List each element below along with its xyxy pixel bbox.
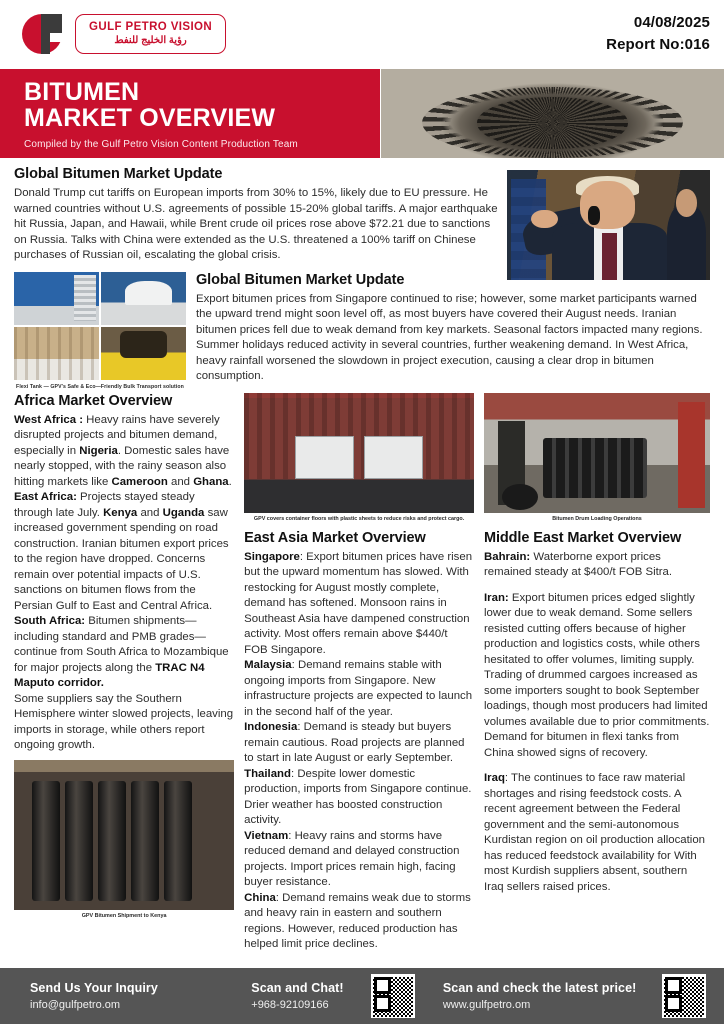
photo-container-plastic-sheet <box>244 393 474 513</box>
footer-price-block <box>443 981 662 1011</box>
middle-east-country-iran: Iran: <box>484 591 509 604</box>
banner-title-line2: MARKET OVERVIEW <box>24 103 276 132</box>
footer-inquiry-block <box>30 981 229 1011</box>
africa-lead-west: West Africa : <box>14 413 83 426</box>
global-update-top-row <box>0 166 724 264</box>
caption-cargo-protection: GPV covers container floors with plastic sheets to reduce risks and protect cargo. <box>253 515 465 522</box>
section-title-middle-east: Middle East Market Overview <box>484 529 682 546</box>
logo-arabic-name: رؤية الخليج للنفط <box>114 35 187 47</box>
east-asia-entry-singapore <box>244 550 474 659</box>
section-body-east-asia <box>244 550 474 953</box>
east-asia-text-china: : Demand remains weak due to storms and heavy rain in eastern and southern regions. However, reduced production has helped limit price declines. <box>244 891 471 950</box>
section-title-east-asia: East Asia Market Overview <box>244 529 426 546</box>
middle-east-entry-bahrain <box>484 550 710 581</box>
section-body-global-top: Donald Trump cut tariffs on European imports from 30% to 15%, likely due to EU pressure. He warned countries without U.S. agreements of possible 15-20% global tariffs. A major earthquake hit Russia, Japan, and Hawaii, while Brent crude oil prices rose above $72.21 due to sanctions on Russia. Talks with China were extended as the U.S. threatened a 100% tariff on Chinese purchases of Russian oil, escalating the global crisis. <box>14 187 498 261</box>
africa-lead-east: East Africa: <box>14 491 77 503</box>
east-asia-entry-indonesia <box>244 720 474 767</box>
africa-bold-cameroon: Cameroon <box>111 475 168 488</box>
column-africa <box>14 393 234 953</box>
footer-inquiry-title: Send Us Your Inquiry <box>30 981 158 995</box>
east-asia-entry-malaysia <box>244 658 474 720</box>
footer-inquiry-email[interactable]: info@gulfpetro.om <box>30 999 121 1011</box>
east-asia-country-china: China <box>244 891 276 904</box>
photo-grid-containers <box>14 272 186 380</box>
global-update-second-text <box>196 272 721 385</box>
africa-bold-kenya: Kenya <box>103 506 138 519</box>
footer-chat-phone[interactable]: +968-92109166 <box>251 999 329 1011</box>
section-title-global-top: Global Bitumen Market Update <box>14 166 223 182</box>
africa-paragraph-south <box>14 614 234 692</box>
africa-paragraph-suppliers: Some suppliers say the Southern Hemisphere winter slowed projects, leaving imports in storage, while others report ongoing growth. <box>14 692 234 751</box>
caption-drum-loading: Bitumen Drum Loading Operations <box>552 515 642 522</box>
east-asia-text-singapore: : Export bitumen prices have risen but the upward momentum has slowed. With restocking for August mostly complete, demand has softened. Monsoon rains in Southeast Asia have dampened construction activity. Most offers remain above $440/t FOB Singapore. <box>244 550 473 656</box>
africa-paragraph-east <box>14 490 234 614</box>
report-meta <box>606 12 710 56</box>
global-update-second-row <box>0 271 724 390</box>
photo-flexitank-yellow <box>101 327 186 380</box>
east-asia-text-indonesia: : Demand is steady but buyers remain cautious. Road projects are planned to start in late August or early September. <box>244 721 465 764</box>
africa-bold-trac-n4: TRAC N4 Maputo corridor. <box>14 661 205 689</box>
title-banner <box>0 69 380 158</box>
africa-text-east-2: and <box>137 506 163 519</box>
banner-title-line1: BITUMEN <box>24 78 140 106</box>
logo-text-box <box>75 14 226 54</box>
east-asia-text-thailand: : Despite lower domestic production, imports from Singapore continue. Drier weather has boosted construction activity. <box>244 767 472 826</box>
photo-kenya-bitumen-drums <box>14 760 234 910</box>
footer-website-url[interactable]: www.gulfpetro.om <box>442 999 531 1011</box>
east-asia-text-vietnam: : Heavy rains and storms have reduced demand and delayed construction projects. Import prices remain high, facing buyer resistance. <box>244 829 460 888</box>
east-asia-country-vietnam: Vietnam <box>244 829 289 842</box>
africa-text-west-2: . Domestic sales have nearly stopped, with the rainy season also hitting markets like <box>14 444 230 488</box>
middle-east-country-iraq: Iraq <box>484 772 505 784</box>
photo-container-interior-lined <box>14 327 99 380</box>
section-body-middle-east <box>484 550 710 896</box>
africa-text-south-1: Bitumen shipments—including standard and PMB grades—continue from South Africa to Mozambique for major projects along the <box>14 615 229 674</box>
column-east-asia <box>244 393 474 953</box>
africa-text-east-1: Projects stayed steady through late July. <box>14 491 195 519</box>
gulf-petro-vision-logo-icon <box>22 12 66 56</box>
report-content <box>0 166 724 953</box>
section-body-africa <box>14 413 234 754</box>
regional-overview-row <box>0 393 724 953</box>
caption-flexi-tank: Flexi Tank — GPV's Safe & Eco—Friendly Bulk Transport solution <box>16 383 184 390</box>
east-asia-entry-thailand <box>244 767 474 829</box>
photo-ibc-tanks-container <box>101 272 186 325</box>
middle-east-country-bahrain: Bahrain: <box>484 550 531 563</box>
banner-photo-drum-yard <box>381 69 724 158</box>
east-asia-country-indonesia: Indonesia <box>244 721 298 733</box>
footer-chat-block <box>251 981 371 1011</box>
section-body-global-second: Export bitumen prices from Singapore continued to rise; however, some market participants warned the upward trend might soon level off, as most buyers have covered their August needs. Iranian bitumen prices fell due to weak demand from key markets. Seasonal factors impacted many regions. Summer holidays reduced activity in several countries, further weakening demand. In West Africa, heavy rainfall worsened the slowdown in project execution, causing a clear drop in bitumen consumption. <box>196 292 703 382</box>
column-middle-east <box>484 393 710 953</box>
middle-east-text-iran: Export bitumen prices edged slightly lower due to weak demand. Some sellers resisted cutting offers because of higher production and logistics costs, while others hesitated to offer volumes, limiting supply. <box>484 591 700 666</box>
east-asia-text-malaysia: : Demand remains stable with ongoing imports from Singapore. New infrastructure projects are expected to launch in the second half of the year. <box>244 659 473 718</box>
photo-trump-press-conference <box>507 170 710 280</box>
middle-east-entry-drummed: Trading of drummed cargoes increased as some importers sought to book September loadings, though most producers had limited volumes available due to prior commitments. Demand for bitumen in flexi tanks from China showed signs of recovery. <box>484 669 710 759</box>
east-asia-country-thailand: Thailand <box>244 767 291 780</box>
banner-subtitle: Compiled by the Gulf Petro Vision Content Production Team <box>24 139 298 150</box>
middle-east-entry-iraq <box>484 771 710 895</box>
middle-east-entry-iran <box>484 591 710 669</box>
east-asia-country-malaysia: Malaysia <box>244 659 292 671</box>
africa-lead-south: South Africa: <box>14 615 86 627</box>
brand-logo <box>22 12 226 56</box>
africa-paragraph-west <box>14 413 234 491</box>
east-asia-entry-vietnam <box>244 829 474 891</box>
section-title-global-second: Global Bitumen Market Update <box>196 271 405 288</box>
global-update-top-text <box>14 166 504 264</box>
africa-bold-ghana: Ghana <box>193 475 229 488</box>
middle-east-text-bahrain: Waterborne export prices remained steady at $400/t FOB Sitra. <box>484 550 673 578</box>
footer-price-title: Scan and check the latest price! <box>442 981 637 995</box>
qr-code-whatsapp-icon[interactable] <box>371 974 415 1018</box>
africa-bold-nigeria: Nigeria <box>79 444 118 457</box>
footer-chat-title: Scan and Chat! <box>251 981 344 995</box>
photo-blue-container <box>14 272 99 325</box>
logo-english-name: GULF PETRO VISION <box>89 21 213 34</box>
page-header <box>0 0 724 68</box>
photo-drum-loading-forklift <box>484 393 710 513</box>
africa-text-west-4: . <box>228 475 232 488</box>
east-asia-country-singapore: Singapore <box>244 550 300 563</box>
page-footer <box>0 968 724 1024</box>
east-asia-entry-china <box>244 891 474 953</box>
africa-text-west-3: and <box>167 475 194 488</box>
africa-text-west-1: Heavy rains have severely disrupted projects and bitumen demand, especially in <box>14 413 220 457</box>
caption-kenya-shipment: GPV Bitumen Shipment to Kenya <box>81 912 167 919</box>
africa-bold-uganda: Uganda <box>162 506 205 519</box>
report-number: Report No:016 <box>606 36 710 53</box>
report-date: 04/08/2025 <box>633 14 710 32</box>
qr-code-website-icon[interactable] <box>662 974 706 1018</box>
section-title-africa: Africa Market Overview <box>14 392 173 409</box>
africa-text-east-3: saw increased government spending on road construction. Iranian bitumen export prices to the region have dropped. Concerns remain over potential impacts of U.S. sanctions on bitumen flows from the Persian Gulf to East and Central Africa. <box>14 506 229 612</box>
middle-east-text-iraq: : The continues to face raw material shortages and rising feedstock costs. A recent agreement between the Federal government and the semi-autonomous Kurdistan region on oil production allocation has reduced feedstock availability for With most Kurdish suppliers absent, southern Iraq sellers raised prices. <box>484 772 706 893</box>
